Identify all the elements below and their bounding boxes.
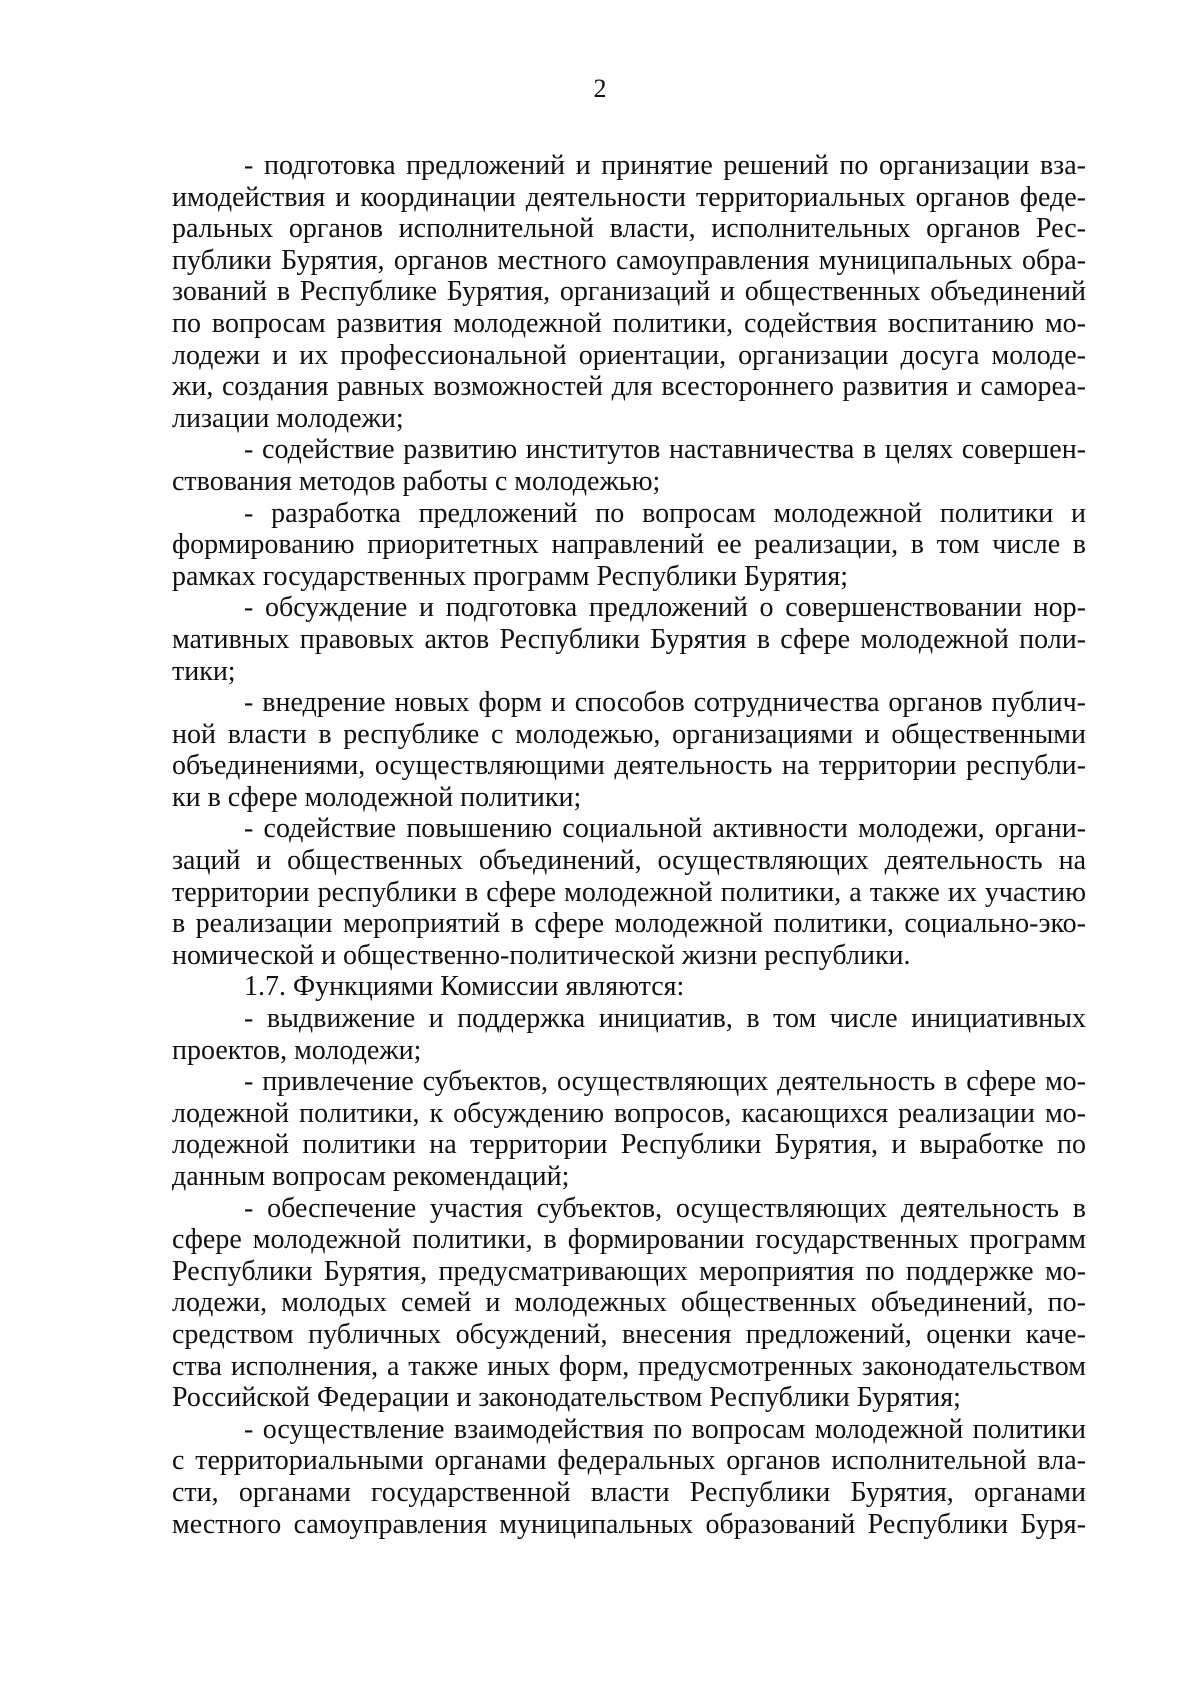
text-line: местного самоуправления муниципальных образований Республики Буря- (172, 1508, 1086, 1540)
text-line: - осуществление взаимодействия по вопросам молодежной политики (244, 1413, 1086, 1445)
text-line: - содействие развитию институтов наставничества в целях совершен- (244, 434, 1086, 466)
text-line: - обсуждение и подготовка предложений о совершенствовании нор- (244, 592, 1086, 624)
text-line: ки в сфере молодежной политики; (172, 781, 582, 813)
text-line: номической и общественно-политической жизни республики. (172, 939, 911, 971)
text-line: в реализации мероприятий в сфере молодежной политики, социально-эко- (172, 908, 1086, 940)
text-line: публики Бурятия, органов местного самоуправления муниципальных обра- (172, 244, 1086, 276)
text-line: лодежной политики, к обсуждению вопросов, касающихся реализации мо- (172, 1097, 1086, 1129)
text-line: тики; (172, 655, 236, 687)
text-line: с территориальными органами федеральных органов исполнительной вла- (172, 1445, 1086, 1477)
text-line: объединениями, осуществляющими деятельность на территории республи- (172, 750, 1086, 782)
text-line: Республики Бурятия, предусматривающих мероприятия по поддержке мо- (172, 1255, 1086, 1287)
text-line: ствования методов работы с молодежью; (172, 465, 661, 497)
text-line: проектов, молодежи; (172, 1034, 422, 1066)
text-line: средством публичных обсуждений, внесения предложений, оценки каче- (172, 1318, 1086, 1350)
text-line: лодежи, молодых семей и молодежных общественных объединений, по- (172, 1287, 1086, 1319)
body-text (172, 150, 1086, 1540)
text-line: - содействие повышению социальной активности молодежи, органи- (244, 813, 1086, 845)
page-number: 2 (593, 74, 607, 103)
text-line: лодежной политики на территории Республики Бурятия, и выработке по (172, 1129, 1086, 1161)
text-line: лодежи и их профессиональной ориентации, организации досуга молоде- (172, 339, 1086, 371)
text-line: мативных правовых актов Республики Бурятия в сфере молодежной поли- (172, 623, 1086, 655)
text-line: - подготовка предложений и принятие решений по организации вза- (244, 150, 1086, 181)
text-line: - обеспечение участия субъектов, осуществляющих деятельность в (244, 1192, 1086, 1224)
text-line: зований в Республике Бурятия, организаций и общественных объединений (172, 276, 1086, 308)
text-line: - внедрение новых форм и способов сотрудничества органов публич- (244, 687, 1086, 719)
text-line: лизации молодежи; (172, 402, 404, 434)
text-line: ральных органов исполнительной власти, исполнительных органов Рес- (172, 213, 1086, 245)
text-line: формированию приоритетных направлений ее реализации, в том числе в (172, 529, 1086, 561)
text-line: данным вопросам рекомендаций; (172, 1161, 570, 1192)
text-line: жи, создания равных возможностей для всестороннего развития и самореа- (172, 371, 1086, 403)
text-line: по вопросам развития молодежной политики, содействия воспитанию мо- (172, 307, 1086, 339)
text-line: заций и общественных объединений, осуществляющих деятельность на (172, 845, 1086, 877)
text-line: - привлечение субъектов, осуществляющих деятельность в сфере мо- (244, 1066, 1086, 1098)
text-line: ства исполнения, а также иных форм, предусмотренных законодательством (172, 1350, 1086, 1382)
text-line: сфере молодежной политики, в формировании государственных программ (172, 1224, 1086, 1256)
text-line: рамках государственных программ Республики Бурятия; (172, 560, 849, 592)
text-line: 1.7. Функциями Комиссии являются: (244, 971, 685, 1003)
text-line: сти, органами государственной власти Республики Бурятия, органами (172, 1476, 1086, 1508)
text-line: Российской Федерации и законодательством Республики Бурятия; (172, 1382, 961, 1414)
text-line: территории республики в сфере молодежной политики, а также их участию (172, 876, 1086, 908)
text-line: - выдвижение и поддержка инициатив, в том числе инициативных (244, 1003, 1086, 1035)
text-line: - разработка предложений по вопросам молодежной политики и (244, 497, 1086, 529)
text-line: имодействия и координации деятельности территориальных органов феде- (172, 181, 1086, 213)
text-line: ной власти в республике с молодежью, организациями и общественными (172, 718, 1086, 750)
